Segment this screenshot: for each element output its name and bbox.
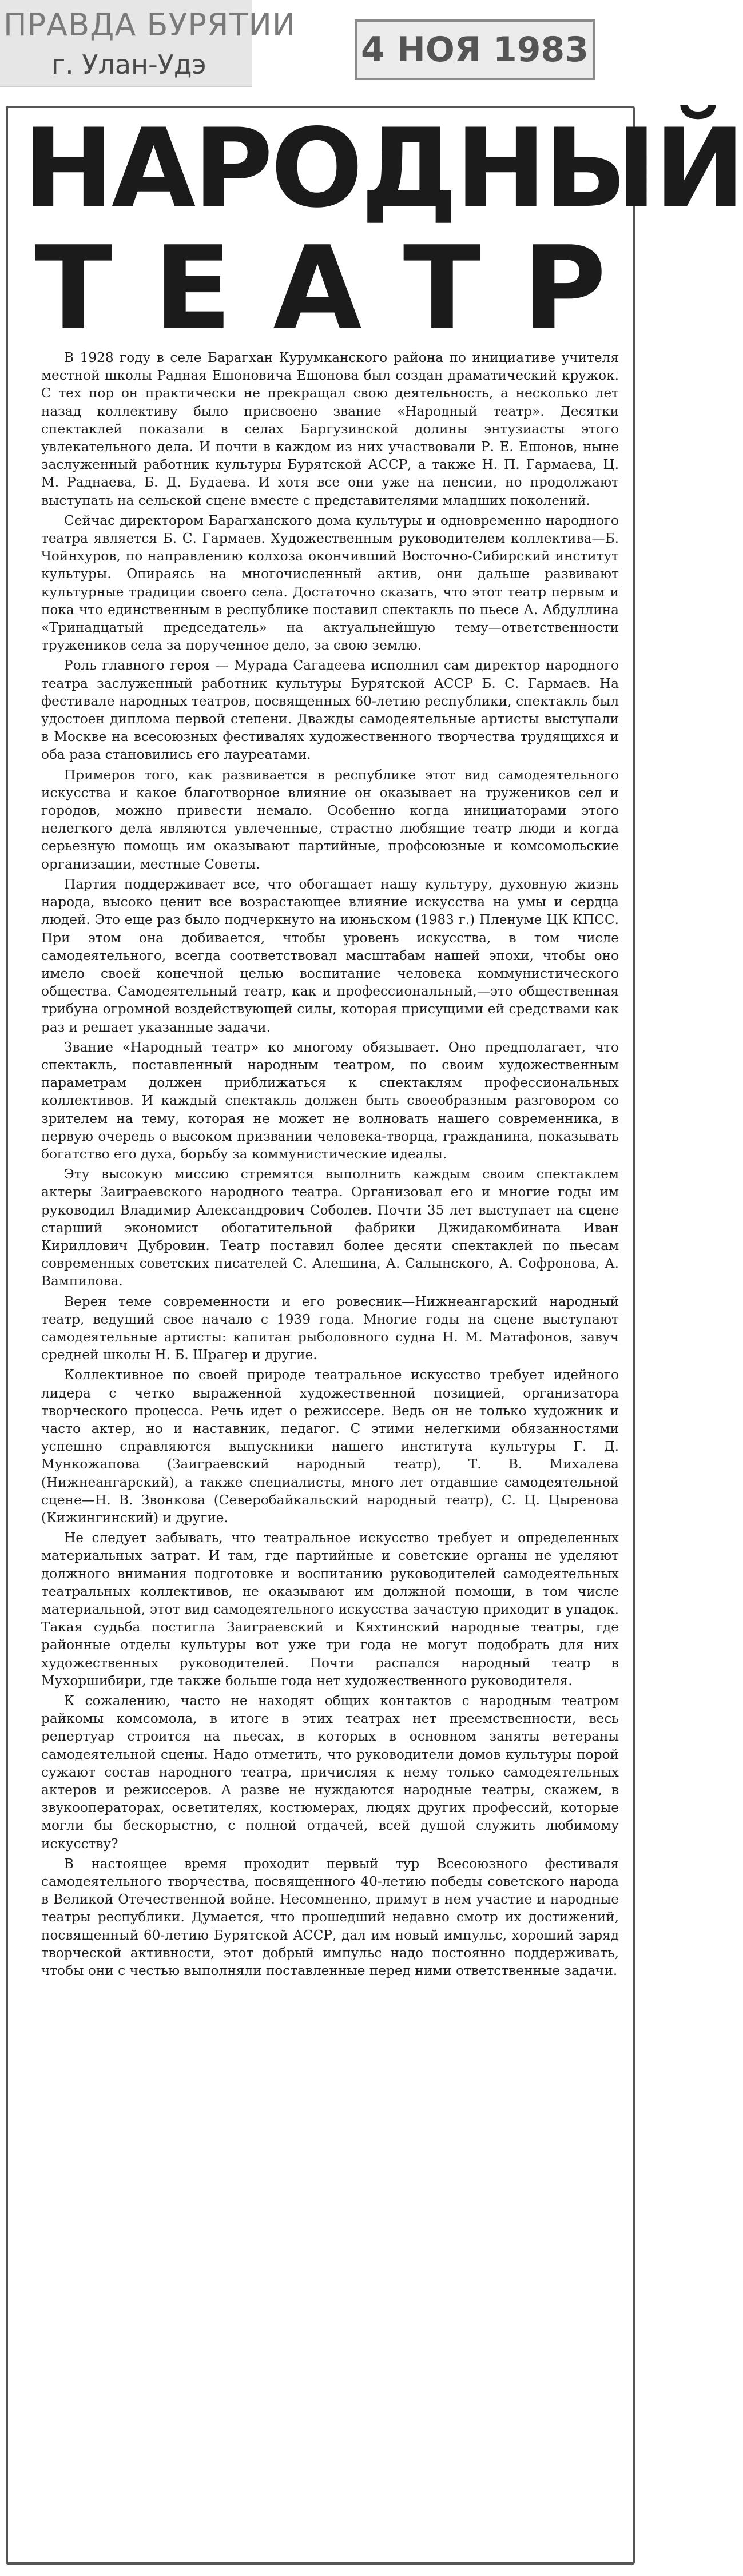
article-paragraph: Звание «Народный театр» ко многому обязывает. Оно предполагает, что спектакль, поставленный народным театром, по своим художественным параметрам должен приближаться к спектаклям профессиональных коллективов. И каждый спектакль должен быть своеобразным разговором со зрителем на тему, которая не может не волновать нашего современника, в первую очередь о высоком призвании человека-творца, гражданина, показывать богатство его духа, борьбу за коммунистические идеалы. <box>41 1039 619 1162</box>
article-paragraph: Коллективное по своей природе театральное искусство требует идейного лидера с четко выраженной художественной позицией, организатора творческого процесса. Речь идет о режиссере. Ведь он не только художник и часто актер, но и наставник, педагог. С этими нелегкими обязанностями успешно справляются выпускники нашего института культуры Г. Д. Мункожапова (Заиграевский народный театр), Т. В. Михалева (Нижнеангарский), а также специалисты, много лет отдавшие самодеятельной сцене—Н. В. Звонкова (Северобайкальский народный театр), С. Ц. Цыренова (Кижингинский) и другие. <box>41 1367 619 1526</box>
article-paragraph: К сожалению, часто не находят общих контактов с народным театром райкомы комсомола, в итоге в этих театрах нет преемственности, весь репертуар строится на пьесах, в которых в основном заняты ветераны самодеятельной сцены. Надо отметить, что руководители домов культуры порой сужают состав народного театра, причисляя к нему только самодеятельных актеров и режиссеров. А разве не нуждаются народные театры, скажем, в звукооператорах, осветителях, костюмерах, людях других профессий, которые могли бы бескорыстно, с полной отдачей, всей душой служить любимому искусству? <box>41 1693 619 1852</box>
article-paragraph: Не следует забывать, что театральное искусство требует и определенных материальных затрат. И там, где партийные и советские органы не уделяют должного внимания подготовке и воспитанию руководителей самодеятельных театральных коллективов, не оказывают им должной помощи, в том числе материальной, этот вид самодеятельного искусства зачастую приходит в упадок. Такая судьба постигла Заиграевский и Кяхтинский народные театры, где районные отделы культуры вот уже три года не могут подобрать для них художественных руководителей. Почти распался народный театр в Мухоршибири, где также больше года нет художественного руководителя. <box>41 1530 619 1689</box>
masthead-label <box>0 0 296 87</box>
publication-city: г. Улан-Удэ <box>51 49 206 80</box>
headline-letter: Р <box>522 222 606 355</box>
headline-letter: А <box>273 222 362 355</box>
headline-line-1: НАРОДНЫЙ <box>23 105 743 232</box>
article-paragraph: Верен теме современности и его ровесник—Нижнеангарский народный театр, ведущий свое начало с 1939 года. Многие годы на сцене выступают самодеятельные артисты: капитан рыболовного судна Н. М. Матафонов, завуч средней школы Н. Б. Шрагер и другие. <box>41 1293 619 1363</box>
article-body <box>41 349 619 1982</box>
article-paragraph: В 1928 году в селе Барагхан Курумканского района по инициативе учителя местной школы Радная Ешоновича Ешонова был создан драматический кружок. С тех пор он практически не прекращал свою деятельность, а несколько лет назад коллективу было присвоено звание «Народный театр». Десятки спектаклей показали в селах Баргузинской долины энтузиасты этого увлекательного дела. И почти в каждом из них участвовали Р. Е. Ешонов, ныне заслуженный работник культуры Бурятской АССР, а также Н. П. Гармаева, Ц. М. Раднаева, Б. Д. Будаева. И хотя все они уже на пенсии, но продолжают выступать на сельской сцене вместе с представителями младших поколений. <box>41 350 619 508</box>
publication-name: ПРАВДА БУРЯТИИ <box>3 7 296 43</box>
article-paragraph: В настоящее время проходит первый тур Всесоюзного фестиваля самодеятельного творчества, посвященного 40-летию победы советского народа в Великой Отечественной войне. Несомненно, примут в нем участие и народные театры республики. Думается, что прошедший недавно смотр их достижений, посвященный 60-летию Бурятской АССР, дал им новый импульс, хороший заряд творческой активности, этот добрый импульс надо постоянно поддерживать, чтобы они с честью выполняли поставленные перед ними ответственные задачи. <box>41 1856 619 1979</box>
headline-line-2 <box>34 222 606 355</box>
headline-letter: Т <box>34 222 113 355</box>
date-stamp: 4 НОЯ 1983 <box>355 19 595 80</box>
article-paragraph: Партия поддерживает все, что обогащает нашу культуру, духовную жизнь народа, высоко ценит все возрастающее влияние искусства на умы и сердца людей. Это еще раз было подчеркнуто на июньском (1983 г.) Пленуме ЦК КПСС. При этом она добивается, чтобы уровень искусства, в том числе самодеятельного, всегда соответствовал масштабам нашей эпохи, чтобы оно имело своей конечной целью воспитание человека коммунистического общества. Самодеятельный театр, как и профессиональный,—это общественная трибуна огромной воздействующей силы, которая присущими ей средствами как раз и решает указанные задачи. <box>41 876 619 1035</box>
article-paragraph: Эту высокую миссию стремятся выполнить каждым своим спектаклем актеры Заиграевского народного театра. Организовал его и многие годы им руководил Владимир Александрович Соболев. Почти 35 лет выступает на сцене старший экономист обогатительной фабрики Джидакомбината Иван Кириллович Дубровин. Театр поставил более десяти спектаклей по пьесам современных советских писателей С. Алешина, А. Салынского, А. Софронова, А. Вампилова. <box>41 1166 619 1289</box>
headline-letter: Е <box>153 222 232 355</box>
headline-letter: Т <box>403 222 482 355</box>
clipping-header <box>0 0 657 109</box>
article-paragraph: Сейчас директором Барагханского дома культуры и одновременно народного театра является Б. С. Гармаев. Художественным руководителем коллектива—Б. Чойнхуров, по направлению колхоза окончивший Восточно-Сибирский институт культуры. Опираясь на многочисленный актив, они дальше развивают культурные традиции своего села. Достаточно сказать, что этот театр первым и пока что единственным в республике поставил спектакль по пьесе А. Абдуллина «Тринадцатый председатель» на актуальнейшую тему—ответственности тружеников села за порученное дело, за свою землю. <box>41 512 619 654</box>
article-paragraph: Роль главного героя — Мурада Сагадеева исполнил сам директор народного театра заслуженный работник культуры Бурятской АССР Б. С. Гармаев. На фестивале народных театров, посвященных 60-летию республики, спектакль был удостоен диплома первой степени. Дважды самодеятельные артисты выступали в Москве на всесоюзных фестивалях художественного творчества трудящихся и оба раза становились его лауреатами. <box>41 658 619 763</box>
article-paragraph: Примеров того, как развивается в республике этот вид самодеятельного искусства и какое благотворное влияние он оказывает на тружеников сел и городов, можно привести немало. Особенно когда инициаторами этого нелегкого дела являются увлеченные, страстно любящие театр люди и когда серьезную помощь им оказывают партийные, профсоюзные и комсомольские организации, местные Советы. <box>41 767 619 872</box>
